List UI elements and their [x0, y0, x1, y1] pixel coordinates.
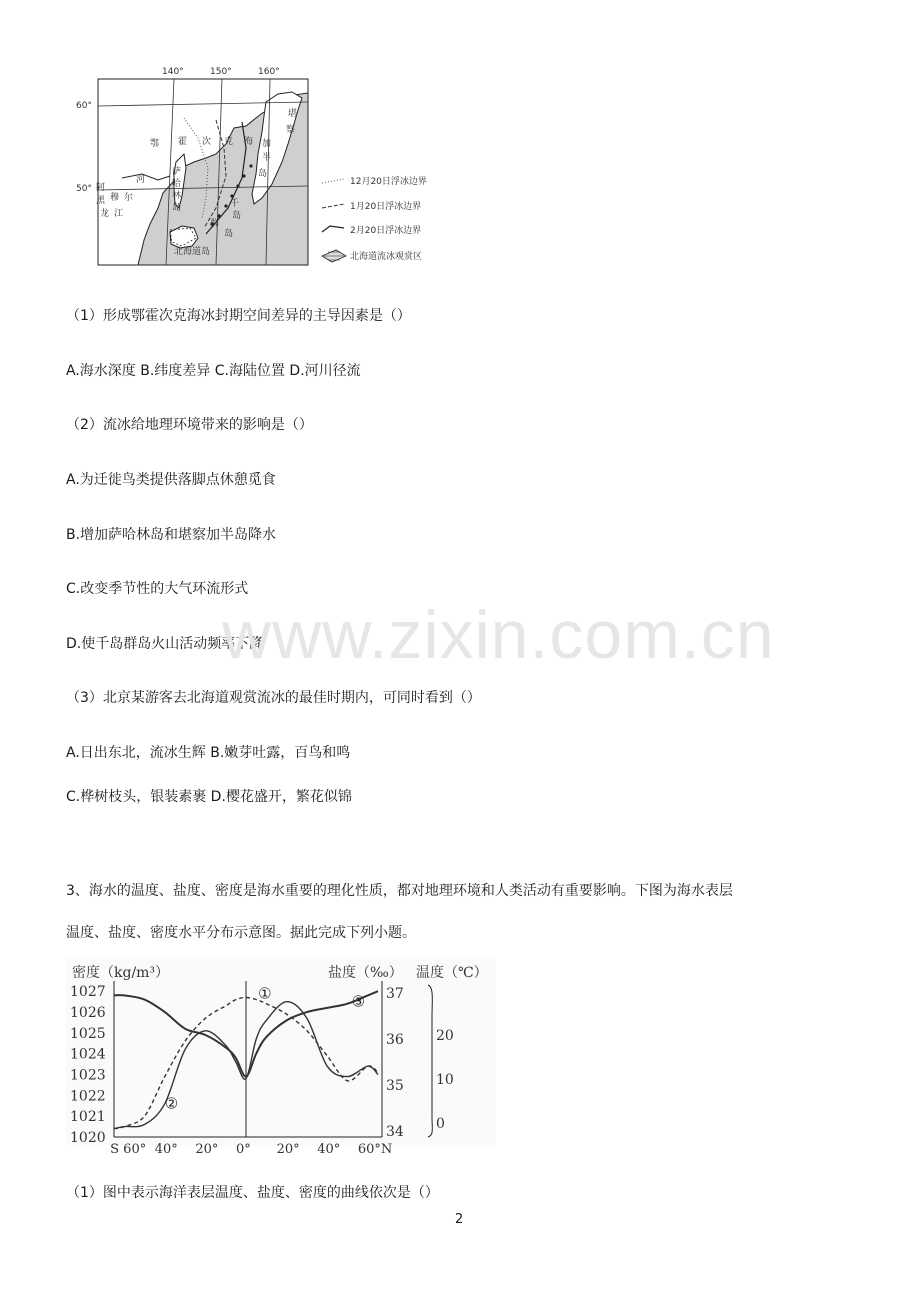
sakhalin-char-1: 萨 — [172, 167, 182, 177]
x-tick-label: 60°N — [357, 1142, 393, 1157]
okhotsk-char-5: 海 — [244, 137, 254, 147]
density-tick-label: 1026 — [70, 1005, 106, 1022]
x-tick-label: S 60° — [110, 1142, 147, 1157]
q2-sub2-option-d: D.使千岛群岛火山活动频率下降 — [66, 636, 264, 652]
page-number: 2 — [455, 1212, 464, 1227]
sakhalin-char-4: 岛 — [172, 203, 182, 213]
sea-of-okhotsk-map — [66, 58, 466, 272]
temperature-axis-label: 温度（℃） — [416, 965, 488, 981]
amur-char-3: 穆 — [110, 193, 120, 203]
temperature-tick-label: 10 — [436, 1072, 454, 1088]
okhotsk-char-3: 次 — [202, 137, 212, 147]
q3-stem-line1: 3、海水的温度、盐度、密度是海水重要的理化性质，都对地理环境和人类活动有重要影响。下图为海水表层 — [66, 883, 733, 899]
q3-stem-line2: 温度、盐度、密度水平分布示意图。据此完成下列小题。 — [66, 925, 416, 941]
legend-feb: 2月20日浮冰边界 — [350, 226, 422, 236]
density-axis-label: 密度（kg/m³） — [72, 965, 170, 981]
curve-label-1: ① — [258, 984, 272, 1003]
q2-sub2-option-a: A.为迁徙鸟类提供落脚点休憩觅食 — [66, 472, 276, 488]
sakhalin-char-3: 林 — [172, 191, 182, 201]
amur-char-5: 龙 — [100, 209, 110, 219]
q2-sub2-option-c: C.改变季节性的大气环流形式 — [66, 581, 249, 597]
kuril-char-1: 千 — [230, 199, 240, 209]
q2-sub2-option-b: B.增加萨哈林岛和堪察加半岛降水 — [66, 527, 277, 543]
x-tick-label: 20° — [195, 1142, 219, 1157]
q3-sub1-question: （1）图中表示海洋表层温度、盐度、密度的曲线依次是（） — [66, 1185, 439, 1201]
kamchatka-char-5: 岛 — [258, 169, 268, 179]
temperature-tick-label: 0 — [436, 1116, 445, 1132]
temperature-tick-label: 20 — [436, 1028, 454, 1044]
q2-sub3-question: （3）北京某游客去北海道观赏流冰的最佳时期内，可同时看到（） — [66, 690, 481, 706]
lon-label-140: 140° — [162, 67, 184, 77]
okhotsk-char-4: 克 — [224, 137, 234, 147]
amur-char-4: 尔 — [124, 193, 134, 203]
curve-label-2: ② — [164, 1094, 179, 1113]
density-tick-label: 1021 — [70, 1109, 106, 1126]
density-tick-label: 1023 — [70, 1067, 106, 1084]
q2-sub1-options: A.海水深度 B.纬度差异 C.海陆位置 D.河川径流 — [66, 363, 361, 379]
salinity-tick-label: 34 — [386, 1124, 404, 1140]
density-tick-label: 1024 — [70, 1046, 106, 1063]
hokkaido-label: 北海道岛 — [174, 247, 211, 257]
density-tick-label: 1020 — [70, 1130, 106, 1146]
curve-label-3: ③ — [351, 992, 366, 1011]
sakhalin-char-2: 哈 — [172, 179, 182, 189]
x-tick-label: 40° — [317, 1142, 341, 1157]
okhotsk-char-2: 霍 — [178, 137, 188, 147]
map-legend — [322, 175, 427, 262]
okhotsk-char-1: 鄂 — [150, 139, 160, 149]
q2-sub2-question: （2）流冰给地理环境带来的影响是（） — [66, 417, 313, 433]
kuril-char-3: 群 — [210, 219, 220, 229]
kamchatka-char-3: 加 — [262, 139, 272, 149]
lon-label-160: 160° — [258, 67, 280, 77]
x-tick-label: 20° — [276, 1142, 300, 1157]
kuril-char-4: 岛 — [224, 229, 234, 239]
lon-label-150: 150° — [210, 67, 232, 77]
lat-label-50: 50° — [76, 184, 92, 194]
density-tick-label: 1025 — [70, 1025, 106, 1042]
q2-sub3-options-ab: A.日出东北，流冰生辉 B.嫩芽吐露，百鸟和鸣 — [66, 745, 351, 761]
salinity-tick-label: 36 — [386, 1032, 404, 1048]
q2-sub3-options-cd: C.桦树枝头，银装素裹 D.樱花盛开，繁花似锦 — [66, 789, 352, 805]
lat-label-60: 60° — [76, 101, 92, 111]
watermark: www.zixin.com.cn — [222, 597, 775, 673]
salinity-axis-label: 盐度（‰） — [328, 965, 403, 981]
amur-char-1: 阿 — [96, 183, 106, 193]
kamchatka-char-1: 堪 — [288, 109, 298, 119]
amur-char-2: 黑 — [96, 196, 106, 206]
q2-sub1-question: （1）形成鄂霍次克海冰封期空间差异的主导因素是（） — [66, 308, 411, 324]
amur-char-6: 江 — [114, 209, 124, 219]
density-tick-label: 1022 — [70, 1088, 106, 1105]
x-tick-label: 0° — [236, 1142, 251, 1157]
legend-viewing-area: 北海道流冰观赏区 — [350, 252, 423, 262]
amur-char-7: 河 — [136, 175, 146, 185]
density-tick-label: 1027 — [70, 984, 106, 1001]
salinity-tick-label: 37 — [386, 986, 404, 1002]
salinity-tick-label: 35 — [386, 1078, 404, 1094]
x-tick-label: 40° — [154, 1142, 178, 1157]
legend-dec: 12月20日浮冰边界 — [350, 177, 427, 187]
seawater-properties-chart — [66, 957, 506, 1157]
kamchatka-char-2: 察 — [286, 125, 296, 135]
kamchatka-char-4: 半 — [262, 153, 272, 163]
legend-jan: 1月20日浮冰边界 — [350, 202, 422, 212]
kuril-char-2: 岛 — [232, 211, 242, 221]
